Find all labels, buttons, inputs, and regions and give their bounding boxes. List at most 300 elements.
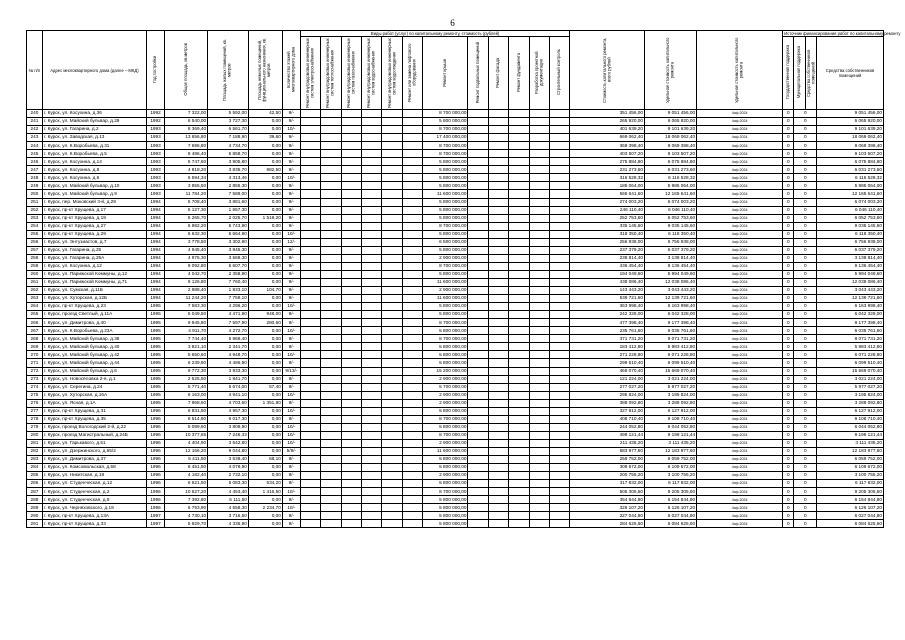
cell-empty [382,110,402,118]
cell-empty [362,110,382,118]
cell-roof: 8 700 000,00 [423,415,468,423]
cell-s2: 0 [794,391,817,399]
cell-f: 9/- [282,480,300,488]
cell-sk: 477 398,40 [570,319,645,327]
cell-cost: 9 101 639,20 [645,126,697,134]
cell-empty [341,278,361,286]
cell-addr: г. Курск, пр-кт Хрущева, д.35 [42,415,146,423]
cell-roof: 5 800 000,00 [423,214,468,222]
cell-empty [341,319,361,327]
cell-sk: 403 507,20 [570,150,645,158]
cell-empty [549,480,569,488]
cell-ta: 6 632,30 [165,230,208,238]
cell-f: 9/- [282,343,300,351]
cell-empty [321,311,341,319]
table-row [27,375,884,383]
cell-empty [321,415,341,423]
cell-empty [341,303,361,311]
cell-empty [468,238,488,246]
header-work-11: Разработка проектной документации [533,51,544,94]
cell-y: 1995 [146,383,164,391]
cell-la: 4 453,40 [208,488,249,496]
cell-empty [341,407,361,415]
cell-s3: 12 183 977,60 [817,447,884,455]
cell-empty [402,126,422,134]
cell-empty [549,270,569,278]
cell-empty [382,480,402,488]
cell-addr: г. Курск, ул. Энтузиастов, д.7 [42,238,146,246]
cell-n: 280 [27,431,43,439]
cell-empty [549,447,569,455]
cell-sk: 388 092,80 [570,399,645,407]
cell-s1: 0 [783,214,794,222]
cell-u: 4сф.2024 [697,158,783,166]
cell-la: 4 336,90 [208,520,249,528]
cell-n: 277 [27,407,43,415]
cell-empty [509,222,529,230]
cell-empty [402,287,422,295]
cell-s1: 0 [783,311,794,319]
cell-ta: 7 392,80 [165,496,208,504]
cell-la: 3 668,30 [208,254,249,262]
cell-empty [402,311,422,319]
cell-empty [509,488,529,496]
cell-empty [300,512,320,520]
cell-cost: 6 052 753,60 [645,214,697,222]
cell-na: 0,00 [248,520,282,528]
cell-roof: 5 800 000,00 [423,351,468,359]
cell-ta: 10 377,65 [165,431,208,439]
cell-s3: 3 111 435,20 [817,439,884,447]
cell-s3: 9 035 145,60 [817,222,884,230]
cell-empty [382,311,402,319]
table-row [27,214,884,222]
cell-empty [488,464,508,472]
cell-empty [488,327,508,335]
cell-s1: 0 [783,375,794,383]
cell-empty [402,391,422,399]
cell-empty [468,174,488,182]
cell-empty [402,512,422,520]
cell-empty [488,134,508,142]
cell-cost: 12 165 641,60 [645,190,697,198]
cell-cost: 3 111 435,20 [645,439,697,447]
cell-cost: 6 065 920,00 [645,118,697,126]
cell-empty [382,222,402,230]
cell-cost: 6 042 328,00 [645,311,697,319]
cell-empty [321,399,341,407]
cell-empty [300,214,320,222]
cell-empty [509,278,529,286]
cell-n: 255 [27,230,43,238]
cell-u: 4сф.2024 [697,319,783,327]
cell-s2: 0 [794,158,817,166]
cell-empty [362,158,382,166]
cell-empty [402,303,422,311]
cell-s1: 0 [783,319,794,327]
cell-ta: 6 982,20 [165,222,208,230]
cell-empty [549,512,569,520]
cell-s3: 9 101 639,20 [817,126,884,134]
cell-empty [509,182,529,190]
cell-empty [300,166,320,174]
cell-ta: 8 486,40 [165,150,208,158]
cell-f: 10/- [282,327,300,335]
cell-empty [549,174,569,182]
cell-cost: 6 109 672,00 [645,464,697,472]
cell-na: 0,00 [248,158,282,166]
cell-ta: 2 525,50 [165,375,208,383]
cell-u: 4сф.2024 [697,278,783,286]
cell-empty [509,399,529,407]
cell-empty [402,472,422,480]
cell-cost: 5 985 064,00 [645,182,697,190]
cell-cost: 3 043 443,20 [645,287,697,295]
cell-empty [549,311,569,319]
cell-empty [341,182,361,190]
cell-n: 249 [27,182,43,190]
table-row [27,351,884,359]
cell-empty [488,367,508,375]
cell-sk: 284 625,60 [570,520,645,528]
table-row [27,359,884,367]
cell-empty [549,182,569,190]
cell-f: 9/- [282,520,300,528]
cell-n: 258 [27,254,43,262]
cell-la: 4 558,30 [208,504,249,512]
cell-empty [488,278,508,286]
cell-empty [549,110,569,118]
cell-f: 9/- [282,399,300,407]
cell-ta: 4 911,70 [165,327,208,335]
cell-empty [341,456,361,464]
cell-n: 288 [27,496,43,504]
cell-s1: 0 [783,174,794,182]
cell-ta: 5 771,40 [165,383,208,391]
cell-y: 1996 [146,504,164,512]
cell-empty [321,166,341,174]
cell-empty [488,335,508,343]
cell-s1: 0 [783,254,794,262]
cell-roof: 8 700 000,00 [423,319,468,327]
cell-la: 3 835,70 [208,166,249,174]
cell-s2: 0 [794,198,817,206]
cell-empty [341,238,361,246]
cell-addr: г. Курск, пр-кт Хрущева, д.23 [42,303,146,311]
cell-u: 4сф.2024 [697,464,783,472]
cell-addr: г. Курск, ул. Дзержинского, д.65/2 [42,447,146,455]
cell-ta: 5 049,50 [165,311,208,319]
cell-empty [468,407,488,415]
cell-s3: 6 044 052,80 [817,423,884,431]
cell-sk: 185 064,00 [570,182,645,190]
cell-u: 4сф.2024 [697,142,783,150]
cell-cost: 6 154 844,80 [645,496,697,504]
cell-addr: г. Курск, ул. Никитская, д.18 [42,472,146,480]
cell-empty [341,222,361,230]
cell-empty [549,254,569,262]
cell-y: 1992 [146,110,164,118]
cell-u: 4сф.2024 [697,488,783,496]
cell-y: 1996 [146,423,164,431]
cell-empty [382,230,402,238]
cell-empty [402,158,422,166]
cell-s2: 0 [794,431,817,439]
cell-empty [362,383,382,391]
cell-cost: 9 071 731,20 [645,335,697,343]
cell-empty [488,520,508,528]
cell-sk: 259 752,00 [570,456,645,464]
cell-empty [362,464,382,472]
cell-y: 1996 [146,447,164,455]
cell-ta: 6 831,50 [165,407,208,415]
cell-u: 4сф.2024 [697,166,783,174]
cell-roof: 5 800 000,00 [423,504,468,512]
cell-s2: 0 [794,174,817,182]
cell-empty [402,407,422,415]
cell-empty [382,407,402,415]
cell-na: 0,00 [248,496,282,504]
cell-empty [321,246,341,254]
cell-ta: 7 696,80 [165,142,208,150]
cell-roof: 17 400 000,00 [423,134,468,142]
cell-empty [529,230,549,238]
cell-la: 4 272,70 [208,327,249,335]
cell-na: 0,00 [248,182,282,190]
cell-ta: 4 945,40 [165,246,208,254]
cell-la: 3 542,80 [208,439,249,447]
cell-empty [362,198,382,206]
cell-u: 4сф.2024 [697,214,783,222]
cell-empty [549,439,569,447]
cell-la: 4 734,70 [208,142,249,150]
cell-addr: г. Курск, ул. Майский бульвар, д.42 [42,351,146,359]
cell-cost: 6 074 003,20 [645,198,697,206]
cell-addr: г. Курск, ул. Гарькавого, д.51 [42,439,146,447]
cell-la: 2 025,70 [208,214,249,222]
cell-s1: 0 [783,198,794,206]
cell-y: 1995 [146,399,164,407]
cell-f: 10/- [282,351,300,359]
cell-na: 0,00 [248,375,282,383]
cell-empty [488,287,508,295]
cell-f: 10/- [282,174,300,182]
cell-empty [402,464,422,472]
table-row [27,439,884,447]
cell-roof: 5 800 000,00 [423,327,468,335]
cell-empty [341,110,361,118]
cell-s1: 0 [783,327,794,335]
table-row [27,399,884,407]
cell-na: 0,00 [248,423,282,431]
cell-empty [402,278,422,286]
cell-na: 68,10 [248,456,282,464]
cell-empty [468,488,488,496]
cell-la: 4 941,10 [208,391,249,399]
cell-s3: 6 031 273,60 [817,166,884,174]
cell-empty [321,214,341,222]
cell-u: 4сф.2024 [697,262,783,270]
cell-empty [488,447,508,455]
cell-sk: 121 224,00 [570,375,645,383]
cell-f: 9/- [282,496,300,504]
cell-empty [549,415,569,423]
cell-empty [321,423,341,431]
cell-roof: 2 900 000,00 [423,287,468,295]
cell-empty [382,198,402,206]
cell-addr: г. Курск, пр-кт Хрущева, д.17 [42,206,146,214]
cell-ta: 4 404,90 [165,439,208,447]
cell-s3: 9 103 507,20 [817,150,884,158]
cell-roof: 8 700 000,00 [423,222,468,230]
cell-n: 275 [27,391,43,399]
cell-s3: 9 136 454,40 [817,262,884,270]
cell-empty [488,142,508,150]
cell-cost: 12 038 086,40 [645,278,697,286]
cell-f: 10/- [282,407,300,415]
cell-s2: 0 [794,520,817,528]
cell-la: 3 905,80 [208,158,249,166]
cell-empty [382,447,402,455]
cell-empty [509,190,529,198]
cell-u: 4сф.2024 [697,439,783,447]
cell-empty [341,287,361,295]
header-work-7: Ремонт крыши [442,58,448,87]
cell-empty [402,447,422,455]
cell-empty [468,142,488,150]
cell-f: 9/- [282,375,300,383]
cell-na: 982,50 [248,166,282,174]
cell-roof: 5 800 000,00 [423,423,468,431]
cell-roof: 5 800 000,00 [423,480,468,488]
cell-y: 1994 [146,206,164,214]
cell-empty [468,230,488,238]
cell-empty [321,464,341,472]
cell-empty [468,110,488,118]
cell-n: 279 [27,423,43,431]
cell-sk: 505 305,60 [570,488,645,496]
cell-empty [468,254,488,262]
cell-empty [509,335,529,343]
cell-empty [300,415,320,423]
cell-na: 534,20 [248,480,282,488]
cell-empty [402,343,422,351]
cell-n: 274 [27,383,43,391]
cell-empty [321,447,341,455]
cell-s1: 0 [783,134,794,142]
cell-la: 7 597,90 [208,319,249,327]
cell-roof: 5 800 000,00 [423,520,468,528]
cell-roof: 5 800 000,00 [423,158,468,166]
cell-s3: 6 116 528,32 [817,174,884,182]
cell-empty [300,126,320,134]
cell-empty [300,278,320,286]
cell-empty [341,206,361,214]
cell-empty [402,150,422,158]
cell-y: 1995 [146,303,164,311]
cell-empty [529,431,549,439]
cell-u: 4сф.2024 [697,407,783,415]
cell-s3: 6 126 107,20 [817,504,884,512]
cell-empty [300,254,320,262]
cell-empty [321,407,341,415]
cell-empty [488,496,508,504]
cell-la: 3 716,50 [208,512,249,520]
cell-empty [509,198,529,206]
cell-empty [549,238,569,246]
cell-n: 241 [27,118,43,126]
cell-s2: 0 [794,512,817,520]
cell-ta: 6 451,50 [165,464,208,472]
table-row [27,488,884,496]
cell-u: 4сф.2024 [697,375,783,383]
cell-empty [321,359,341,367]
cell-empty [362,238,382,246]
cell-empty [362,351,382,359]
cell-empty [300,222,320,230]
cell-ta: 5 099,60 [165,423,208,431]
cell-empty [321,134,341,142]
cell-empty [509,142,529,150]
cell-empty [402,174,422,182]
cell-empty [321,158,341,166]
cell-roof: 2 900 000,00 [423,472,468,480]
header-sources-group: Источник финансирования работ по капитальному ремонту [784,31,901,36]
cell-empty [549,391,569,399]
cell-s2: 0 [794,399,817,407]
table-row [27,295,884,303]
cell-na: 0,00 [248,222,282,230]
cell-empty [300,238,320,246]
cell-empty [529,174,549,182]
cell-empty [382,303,402,311]
cell-addr: г. Курск, ул. Комсомольская, д.58 [42,464,146,472]
cell-empty [362,431,382,439]
cell-cost: 12 139 721,60 [645,295,697,303]
cell-empty [382,262,402,270]
header-unit-cost-limit: Удельная стоимость капитального ремонта [734,36,744,103]
cell-na: 104,70 [248,287,282,295]
cell-empty [341,423,361,431]
cell-n: 284 [27,464,43,472]
cell-sk: 408 710,40 [570,415,645,423]
cell-empty [321,391,341,399]
table-row [27,415,884,423]
header-work-4: Ремонт внутридомовых инженерных систем водоснабжения [366,37,376,108]
cell-s2: 0 [794,182,817,190]
cell-cost: 6 163 998,40 [645,303,697,311]
cell-empty [382,238,402,246]
cell-y: 1994 [146,222,164,230]
cell-sk: 143 443,20 [570,287,645,295]
cell-empty [300,496,320,504]
cell-empty [300,472,320,480]
cell-la: 2 341,70 [208,343,249,351]
cell-s3: 6 059 752,00 [817,456,884,464]
cell-roof: 5 700 000,00 [423,383,468,391]
cell-s2: 0 [794,359,817,367]
header-owners-funds: Средства собственников помещений [817,37,884,110]
cell-empty [488,351,508,359]
cell-empty [509,343,529,351]
cell-y: 1995 [146,359,164,367]
cell-s1: 0 [783,520,794,528]
cell-addr: г. Курск, проезд Вологодский 2-й, д.22 [42,423,146,431]
cell-s1: 0 [783,150,794,158]
cell-la: 3 302,90 [208,238,249,246]
cell-empty [300,423,320,431]
cell-empty [402,110,422,118]
